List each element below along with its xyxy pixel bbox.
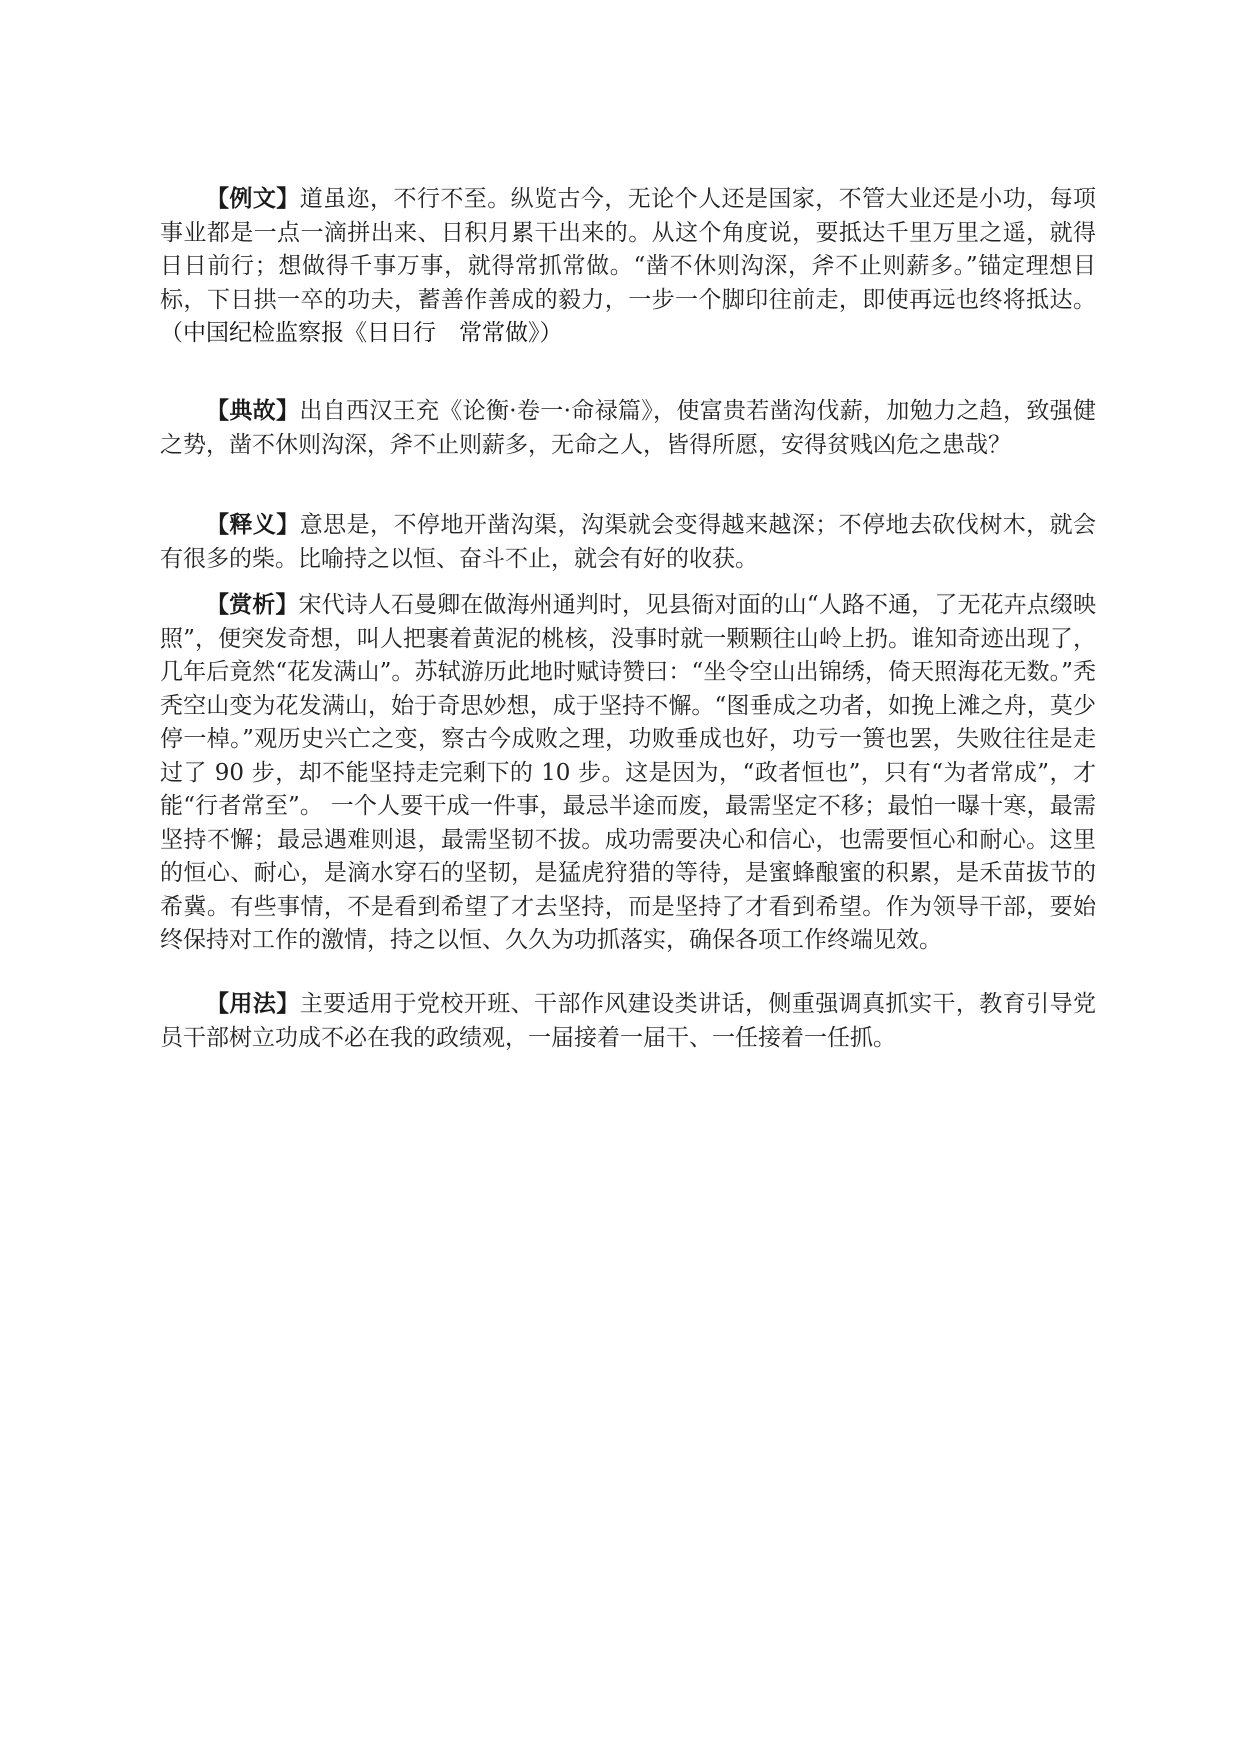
allusion-body: 出自西汉王充《论衡·卷一·命禄篇》，使富贵若凿沟伐薪，加勉力之趋，致强健之势，凿不休则沟深，斧不止则薪多，无命之人，皆得所愿，安得贫贱凶危之患哉？ (160, 398, 1097, 458)
meaning-paragraph (160, 509, 1096, 576)
example-paragraph (160, 183, 1096, 351)
example-source: （中国纪检监察报《日日行 常常做》） (160, 320, 563, 346)
allusion-paragraph (160, 395, 1096, 462)
usage-body: 主要适用于党校开班、干部作风建设类讲话，侧重强调真抓实干，教育引导党员干部树立功成不必在我的政绩观，一届接着一届干、一任接着一任抓。 (160, 991, 1097, 1051)
appreciation-paragraph (160, 589, 1096, 958)
appreciation-label: 【赏析】 (206, 592, 299, 618)
usage-paragraph (160, 988, 1096, 1055)
appreciation-body: 宋代诗人石曼卿在做海州通判时，见县衙对面的山“人路不通，了无花卉点缀映照”，便突发奇想，叫人把裹着黄泥的桃核，没事时就一颗颗往山岭上扔。谁知奇迹出现了，几年后竟然“花发满山”。苏轼游历此地时赋诗赞曰：“坐令空山出锦绣，倚天照海花无数。”秃秃空山变为花发满山，始于奇思妙想，成于坚持不懈。“图垂成之功者，如挽上滩之舟，莫少停一棹。”观历史兴亡之变，察古今成败之理，功败垂成也好，功亏一篑也罢，失败往往是走过了 90 步，却不能坚持走完剩下的 10 步。这是因为，“政者恒也”，只有“为者常成”，才能“行者常至”。 一个人要干成一件事，最忌半途而废，最需坚定不移；最怕一曝十寒，最需坚持不懈；最忌遇难则退，最需坚韧不拔。成功需要决心和信心，也需要恒心和耐心。这里的恒心、耐心，是滴水穿石的坚韧，是猛虎狩猎的等待，是蜜蜂酿蜜的积累，是禾苗拔节的希冀。有些事情，不是看到希望了才去坚持，而是坚持了才看到希望。作为领导干部，要始终保持对工作的激情，持之以恒、久久为功抓落实，确保各项工作终端见效。 (160, 592, 1097, 953)
allusion-label: 【典故】 (206, 398, 300, 424)
usage-label: 【用法】 (206, 991, 300, 1017)
meaning-body: 意思是，不停地开凿沟渠，沟渠就会变得越来越深；不停地去砍伐树木，就会有很多的柴。比喻持之以恒、奋斗不止，就会有好的收获。 (160, 512, 1097, 572)
example-label: 【例文】 (206, 186, 300, 212)
meaning-label: 【释义】 (206, 512, 300, 538)
example-body: 道虽迩，不行不至。纵览古今，无论个人还是国家，不管大业还是小功，每项事业都是一点一滴拼出来、日积月累干出来的。从这个角度说，要抵达千里万里之遥，就得日日前行；想做得千事万事，就得常抓常做。“凿不休则沟深，斧不止则薪多。”锚定理想目标，下日拱一卒的功夫，蓄善作善成的毅力，一步一个脚印往前走，即使再远也终将抵达。 (160, 186, 1097, 313)
